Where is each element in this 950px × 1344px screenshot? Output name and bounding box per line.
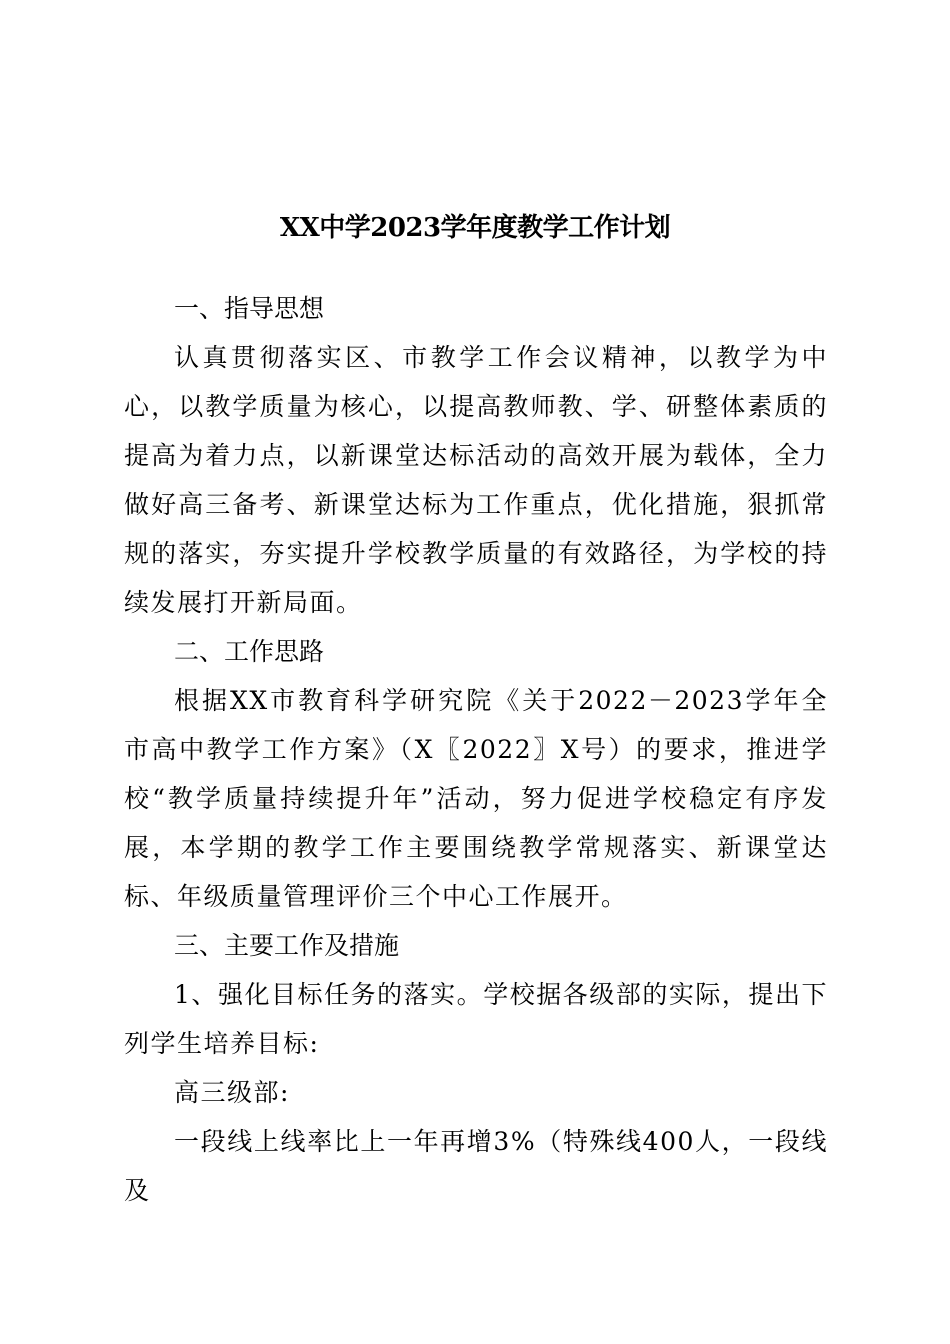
section-heading: 三、主要工作及措施 <box>174 931 400 960</box>
paragraph: 认真贯彻落实区、市教学工作会议精神，以教学为中心，以教学质量为核心，以提高教师教、学、研整体素质的提高为着力点，以新课堂达标活动的高效开展为载体，全力做好高三备考、新课堂达标为工作重点，优化措施，狠抓常规的落实，夯实提升学校教学质量的有效路径，为学校的持续发展打开新局面。 <box>124 343 828 617</box>
section-work-approach <box>124 627 828 921</box>
section-heading: 二、工作思路 <box>174 637 325 666</box>
paragraph: 根据XX市教育科学研究院《关于2022－2023学年全市高中教学工作方案》（X〖2022〗X号）的要求，推进学校“教学质量持续提升年”活动，努力促进学校稳定有序发展，本学期的教学工作主要围绕教学常规落实、新课堂达标、年级质量管理评价三个中心工作展开。 <box>124 686 828 911</box>
section-main-tasks <box>124 921 828 1215</box>
document-body <box>124 284 828 1215</box>
document-title: XX中学2023学年度教学工作计划 <box>279 213 671 243</box>
section-heading: 一、指导思想 <box>174 294 325 323</box>
section-guiding-ideology <box>124 284 828 627</box>
paragraph: 一段线上线率比上一年再增3%（特殊线400人，一段线及 <box>124 1127 828 1205</box>
paragraph: 高三级部: <box>174 1078 290 1107</box>
paragraph: 1、强化目标任务的落实。学校据各级部的实际，提出下列学生培养目标: <box>124 980 828 1058</box>
